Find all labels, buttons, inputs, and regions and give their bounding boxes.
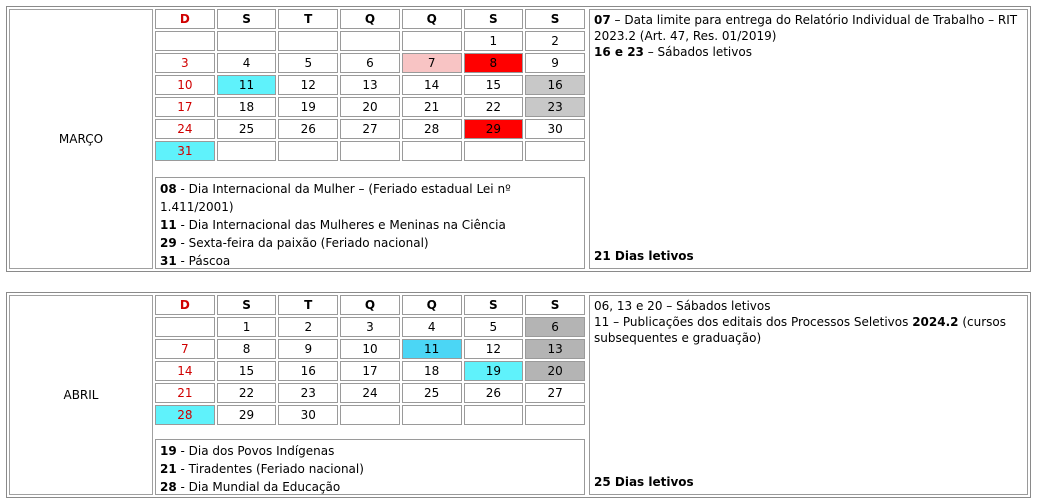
calendar-day: 26 [278, 119, 338, 139]
note-line: 19 - Dia dos Povos Indígenas [160, 444, 335, 458]
note-line: 31 - Páscoa [160, 254, 231, 268]
calendar-day: 4 [402, 317, 462, 337]
calendar-week-row [155, 405, 585, 425]
calendar-day: 5 [464, 317, 524, 337]
weekday-header: Q [402, 295, 462, 315]
calendar-week-row [155, 53, 585, 73]
calendar-day: 1 [464, 31, 524, 51]
calendar-day: 22 [217, 383, 277, 403]
side-note-line: 06, 13 e 20 – Sábados letivos [594, 299, 771, 313]
note-line: 11 - Dia Internacional das Mulheres e Meninas na Ciência [160, 218, 506, 232]
calendar-empty-cell [340, 141, 400, 161]
note-line: 21 - Tiradentes (Feriado nacional) [160, 462, 364, 476]
calendar-week-row [155, 339, 585, 359]
weekday-header-row [155, 295, 585, 315]
weekday-header: Q [402, 9, 462, 29]
calendar-day: 4 [217, 53, 277, 73]
calendar-day: 15 [464, 75, 524, 95]
weekday-header: Q [340, 295, 400, 315]
note-line: 29 - Sexta-feira da paixão (Feriado nacional) [160, 236, 429, 250]
calendar-day: 2 [525, 31, 585, 51]
calendar-day: 22 [464, 97, 524, 117]
calendar-day: 12 [464, 339, 524, 359]
calendar-day: 13 [340, 75, 400, 95]
calendar-day: 24 [155, 119, 215, 139]
april-calendar [153, 293, 587, 427]
calendar-day: 30 [278, 405, 338, 425]
calendar-empty-cell [155, 31, 215, 51]
calendar-empty-cell [464, 405, 524, 425]
calendar-day: 27 [525, 383, 585, 403]
school-days-total: 21 Dias letivos [594, 249, 694, 263]
calendar-day: 23 [525, 97, 585, 117]
calendar-day: 12 [278, 75, 338, 95]
calendar-day: 17 [340, 361, 400, 381]
note-line: 28 - Dia Mundial da Educação [160, 480, 341, 494]
calendar-day: 16 [525, 75, 585, 95]
calendar-day: 31 [155, 141, 215, 161]
calendar-week-row [155, 141, 585, 161]
calendar-day: 21 [155, 383, 215, 403]
calendar-day: 15 [217, 361, 277, 381]
march-block [6, 6, 1031, 272]
weekday-header: T [278, 295, 338, 315]
weekday-header: S [464, 295, 524, 315]
note-line: 08 - Dia Internacional da Mulher – (Feriado estadual Lei nº 1.411/2001) [160, 182, 511, 214]
calendar-week-row [155, 317, 585, 337]
calendar-empty-cell [278, 31, 338, 51]
april-side-notes [589, 295, 1028, 495]
calendar-day: 14 [155, 361, 215, 381]
calendar-day: 18 [217, 97, 277, 117]
calendar-day: 2 [278, 317, 338, 337]
march-side-notes [589, 9, 1028, 269]
calendar-empty-cell [217, 141, 277, 161]
calendar-week-row [155, 383, 585, 403]
month-label-april: ABRIL [9, 295, 153, 495]
calendar-day: 25 [402, 383, 462, 403]
calendar-day: 16 [278, 361, 338, 381]
calendar-day: 27 [340, 119, 400, 139]
calendar-empty-cell [525, 141, 585, 161]
calendar-empty-cell [525, 405, 585, 425]
calendar-day: 14 [402, 75, 462, 95]
calendar-day: 29 [217, 405, 277, 425]
calendar-day: 13 [525, 339, 585, 359]
march-calendar [153, 7, 587, 163]
calendar-day: 28 [155, 405, 215, 425]
weekday-header: D [155, 9, 215, 29]
calendar-week-row [155, 97, 585, 117]
weekday-header-row [155, 9, 585, 29]
weekday-header: S [217, 295, 277, 315]
calendar-day: 9 [525, 53, 585, 73]
calendar-week-row [155, 31, 585, 51]
weekday-header: D [155, 295, 215, 315]
calendar-day: 10 [155, 75, 215, 95]
calendar-empty-cell [402, 405, 462, 425]
school-days-total: 25 Dias letivos [594, 475, 694, 489]
march-notes [155, 177, 585, 269]
calendar-day: 8 [217, 339, 277, 359]
calendar-empty-cell [464, 141, 524, 161]
weekday-header: Q [340, 9, 400, 29]
calendar-day: 3 [155, 53, 215, 73]
calendar-week-row [155, 119, 585, 139]
calendar-day: 6 [340, 53, 400, 73]
calendar-day: 20 [340, 97, 400, 117]
calendar-day: 9 [278, 339, 338, 359]
calendar-day: 7 [402, 53, 462, 73]
calendar-day: 24 [340, 383, 400, 403]
calendar-day: 3 [340, 317, 400, 337]
calendar-day: 7 [155, 339, 215, 359]
calendar-day: 6 [525, 317, 585, 337]
calendar-empty-cell [155, 317, 215, 337]
calendar-day: 28 [402, 119, 462, 139]
month-label-march: MARÇO [9, 9, 153, 269]
calendar-empty-cell [278, 141, 338, 161]
calendar-empty-cell [402, 141, 462, 161]
weekday-header: S [525, 9, 585, 29]
calendar-day: 20 [525, 361, 585, 381]
calendar-day: 30 [525, 119, 585, 139]
calendar-empty-cell [402, 31, 462, 51]
side-note-line: 07 – Data limite para entrega do Relatório Individual de Trabalho – RIT 2023.2 (Art. 47, Res. 01/2019) [594, 13, 1018, 43]
calendar-empty-cell [340, 31, 400, 51]
calendar-day: 8 [464, 53, 524, 73]
weekday-header: S [464, 9, 524, 29]
calendar-empty-cell [340, 405, 400, 425]
calendar-day: 29 [464, 119, 524, 139]
calendar-day: 11 [402, 339, 462, 359]
calendar-day: 26 [464, 383, 524, 403]
side-note-line: 16 e 23 – Sábados letivos [594, 45, 752, 59]
calendar-day: 25 [217, 119, 277, 139]
calendar-day: 19 [278, 97, 338, 117]
april-notes [155, 439, 585, 495]
weekday-header: S [217, 9, 277, 29]
calendar-day: 1 [217, 317, 277, 337]
calendar-day: 19 [464, 361, 524, 381]
side-note-line: 11 – Publicações dos editais dos Processos Seletivos 2024.2 (cursos subsequentes e graduação) [594, 315, 1006, 345]
calendar-day: 17 [155, 97, 215, 117]
calendar-day: 23 [278, 383, 338, 403]
calendar-week-row [155, 361, 585, 381]
calendar-day: 10 [340, 339, 400, 359]
calendar-day: 21 [402, 97, 462, 117]
april-block [6, 292, 1031, 498]
calendar-day: 5 [278, 53, 338, 73]
calendar-day: 11 [217, 75, 277, 95]
calendar-week-row [155, 75, 585, 95]
weekday-header: T [278, 9, 338, 29]
calendar-day: 18 [402, 361, 462, 381]
calendar-empty-cell [217, 31, 277, 51]
weekday-header: S [525, 295, 585, 315]
